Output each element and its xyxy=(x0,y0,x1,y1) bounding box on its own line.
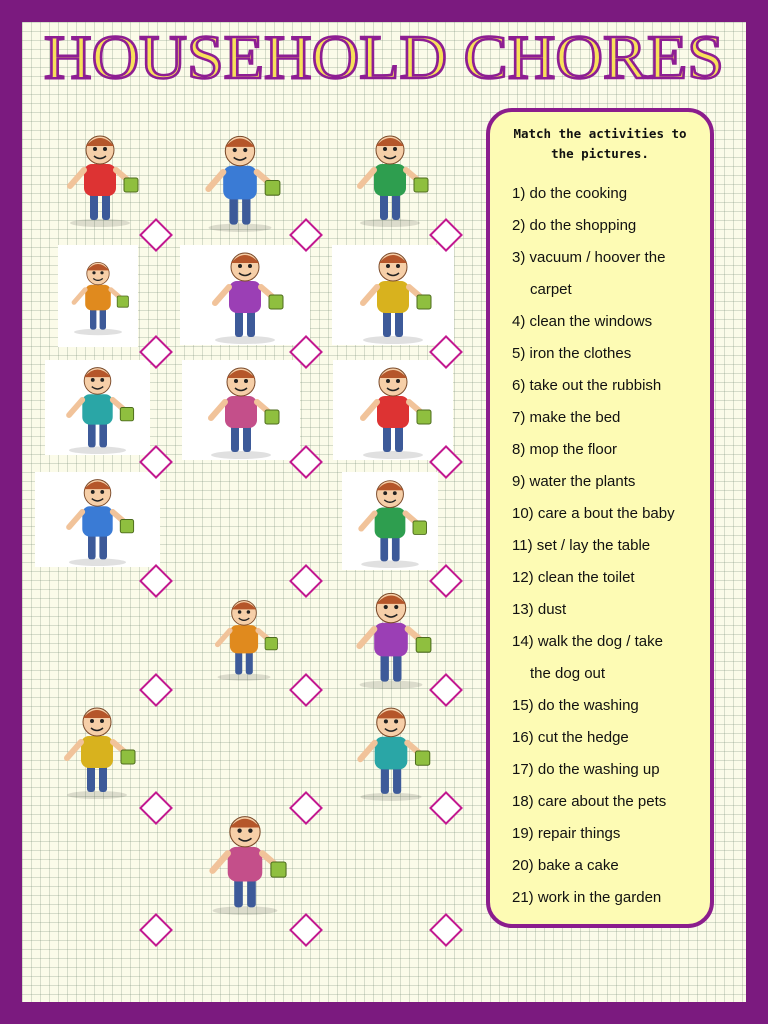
instructions: Match the activities to the pictures. xyxy=(513,126,687,161)
cartoon-figure xyxy=(332,585,450,690)
activity-item: 21) work in the garden xyxy=(512,889,662,906)
title-text: HOUSEHOLD CHORES xyxy=(44,24,724,92)
cartoon-figure xyxy=(40,128,160,228)
ironing-icon xyxy=(180,245,310,345)
dusting-icon xyxy=(332,700,450,802)
activity-item: 19) repair things xyxy=(512,825,621,842)
baking-cake-icon xyxy=(332,245,454,345)
cartoon-figure xyxy=(332,245,454,345)
activity-item: 1) do the cooking xyxy=(512,185,628,202)
walking-dog-icon xyxy=(35,472,160,567)
activity-item: 16) cut the hedge xyxy=(512,729,629,746)
activity-item: 5) iron the clothes xyxy=(512,345,632,362)
activity-item: 8) mop the floor xyxy=(512,441,618,458)
activity-panel xyxy=(486,108,714,928)
cartoon-figure xyxy=(332,700,450,802)
activity-item: 14) walk the dog / take xyxy=(512,633,663,650)
activity-list xyxy=(512,184,712,920)
caring-baby-icon xyxy=(58,245,138,347)
washing-up-icon xyxy=(180,808,310,916)
cartoon-figure xyxy=(185,128,295,233)
raking-leaves-icon xyxy=(40,128,160,228)
activity-item: the dog out xyxy=(530,665,606,682)
worksheet-title xyxy=(0,24,768,94)
activity-item: 2) do the shopping xyxy=(512,217,637,234)
cartoon-figure xyxy=(182,360,300,460)
activity-item: carpet xyxy=(530,281,572,298)
cartoon-figure xyxy=(180,808,310,916)
activity-item: 15) do the washing xyxy=(512,697,639,714)
activity-item: 4) clean the windows xyxy=(512,313,653,330)
cartoon-figure xyxy=(44,700,150,800)
cartoon-figure xyxy=(45,360,150,455)
activity-item: 3) vacuum / hoover the xyxy=(512,249,666,266)
activity-item: 11) set / lay the table xyxy=(512,537,651,554)
caring-pets-icon xyxy=(342,472,438,570)
watering-plants-icon xyxy=(182,360,300,460)
cartoon-figure xyxy=(58,245,138,347)
cartoon-figure xyxy=(35,472,160,567)
activity-item: 20) bake a cake xyxy=(512,857,619,874)
taking-out-rubbish-icon xyxy=(185,128,295,233)
cartoon-figure xyxy=(342,472,438,570)
cartoon-figure xyxy=(333,360,453,460)
cooking-icon xyxy=(45,360,150,455)
setting-table-icon xyxy=(335,128,445,228)
activity-item: 6) take out the rubbish xyxy=(512,377,662,394)
vacuuming-icon xyxy=(332,585,450,690)
activity-item: 10) care a bout the baby xyxy=(512,505,675,522)
activity-item: 9) water the plants xyxy=(512,473,636,490)
washing-clothes-icon xyxy=(333,360,453,460)
activity-item: 18) care about the pets xyxy=(512,793,667,810)
activity-item: 17) do the washing up xyxy=(512,761,660,778)
cartoon-figure xyxy=(180,245,310,345)
activity-item: 13) dust xyxy=(512,601,567,618)
repairing-icon xyxy=(200,585,288,690)
activity-item: 7) make the bed xyxy=(512,409,621,426)
cartoon-figure xyxy=(200,585,288,690)
activity-item: 12) clean the toilet xyxy=(512,569,635,586)
cartoon-figure xyxy=(335,128,445,228)
shopping-icon xyxy=(44,700,150,800)
